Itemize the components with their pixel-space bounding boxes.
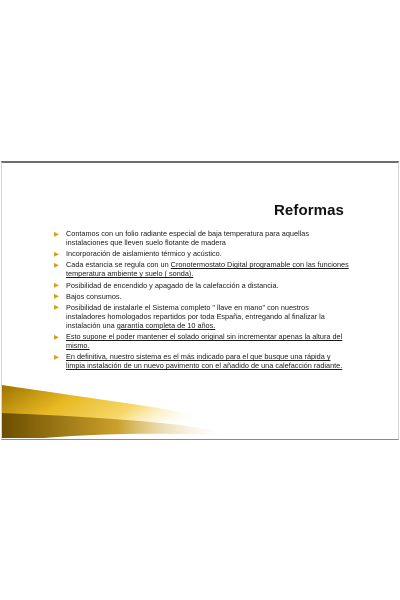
bullet-item: [54, 303, 350, 330]
bullet-item: [54, 281, 350, 290]
triangle-bullet-icon: ▶: [54, 333, 59, 341]
triangle-bullet-icon: ▶: [54, 293, 59, 301]
bullet-text: Posibilidad de instalarle el Sistema completo " llave en mano" con nuestros instaladores homologados repartidos por toda España, entregando al finalizar la instalación una: [66, 302, 325, 330]
triangle-bullet-icon: ▶: [54, 304, 59, 312]
triangle-bullet-icon: ▶: [54, 261, 59, 269]
bullet-item: [54, 332, 350, 350]
bullet-text: Esto supone el poder mantener el solado original sin incrementar apenas la altura del mismo.: [66, 332, 343, 351]
triangle-bullet-icon: ▶: [54, 250, 59, 258]
slide: [1, 161, 399, 440]
bullet-text: Posibilidad de encendido y apagado de la calefacción a distancia.: [66, 280, 279, 290]
triangle-bullet-icon: ▶: [54, 353, 59, 361]
bullet-text: Bajos consumos.: [66, 291, 122, 301]
bullet-item: [54, 260, 350, 278]
bullet-item: [54, 352, 350, 370]
bullet-item: [54, 229, 350, 247]
triangle-bullet-icon: ▶: [54, 282, 59, 290]
bullet-text: Contamos con un folio radiante especial de baja temperatura para aquellas instalaciones que lleven suelo flotante de madera: [66, 229, 309, 247]
bullet-text: Cada estancia se regula con un: [66, 260, 171, 270]
bullet-item: [54, 249, 350, 258]
bullet-text: Cronotermostato Digital programable con las funciones temperatura ambiente y suelo ( sonda).: [66, 260, 349, 279]
bullet-text: En definitiva, nuestro sistema es el más indicado para el que busque una rápida y limpia instalación de un nuevo pavimento con el añadido de una calefacción radiante.: [66, 352, 343, 371]
bullet-text: garantía completa de 10 años.: [116, 320, 216, 330]
bullet-list: [54, 229, 350, 373]
slide-title: Reformas: [274, 202, 344, 219]
triangle-bullet-icon: ▶: [54, 230, 59, 238]
bullet-text: Incorporación de aislamiento térmico y acústico.: [66, 249, 222, 259]
bullet-item: [54, 292, 350, 301]
